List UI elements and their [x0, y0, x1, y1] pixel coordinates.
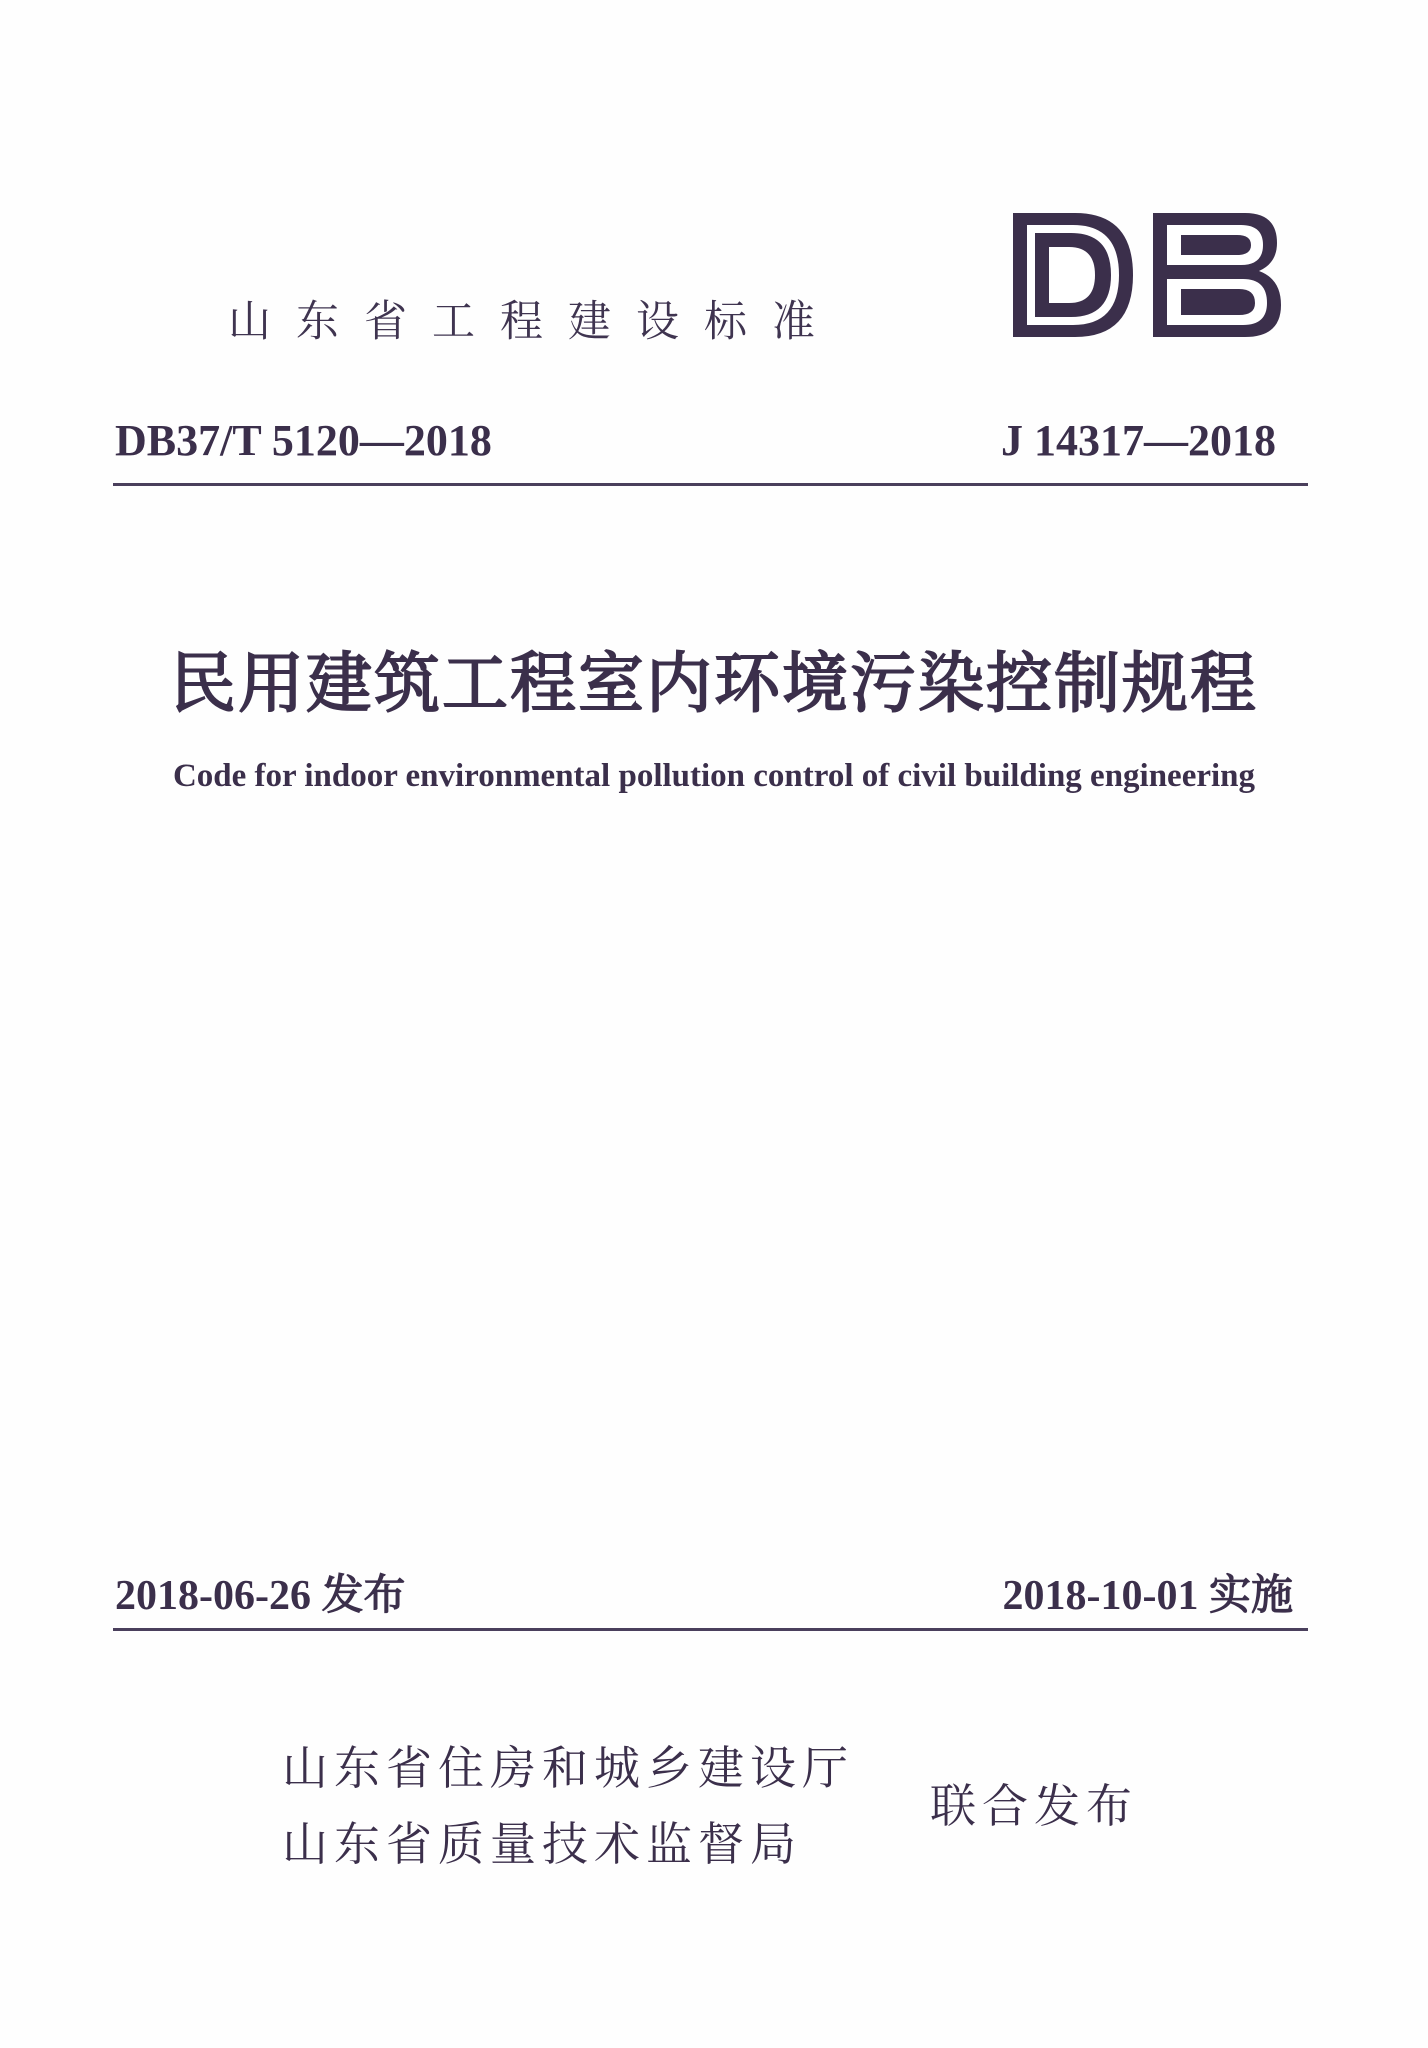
series-title: 山东省工程建设标准 [228, 297, 840, 347]
title-chinese: 民用建筑工程室内环境污染控制规程 [170, 644, 1258, 722]
top-divider [113, 483, 1308, 486]
issue-date: 2018-06-26 发布 [115, 1573, 406, 1619]
db-logo-letter-b [1153, 213, 1281, 337]
issuer-housing-department: 山东省住房和城乡建设厅 [282, 1741, 854, 1795]
standard-number: DB37/T 5120—2018 [115, 416, 492, 465]
db-logo [1005, 205, 1285, 345]
title-english: Code for indoor environmental pollution control of civil building engineering [172, 758, 1256, 794]
issuer-quality-bureau: 山东省质量技术监督局 [282, 1817, 802, 1871]
db-logo-letter-d [1013, 213, 1133, 337]
record-number: J 14317—2018 [1001, 416, 1276, 465]
bottom-divider [113, 1628, 1308, 1631]
joint-issue-label: 联合发布 [930, 1779, 1138, 1833]
effective-date: 2018-10-01 实施 [1002, 1573, 1293, 1619]
